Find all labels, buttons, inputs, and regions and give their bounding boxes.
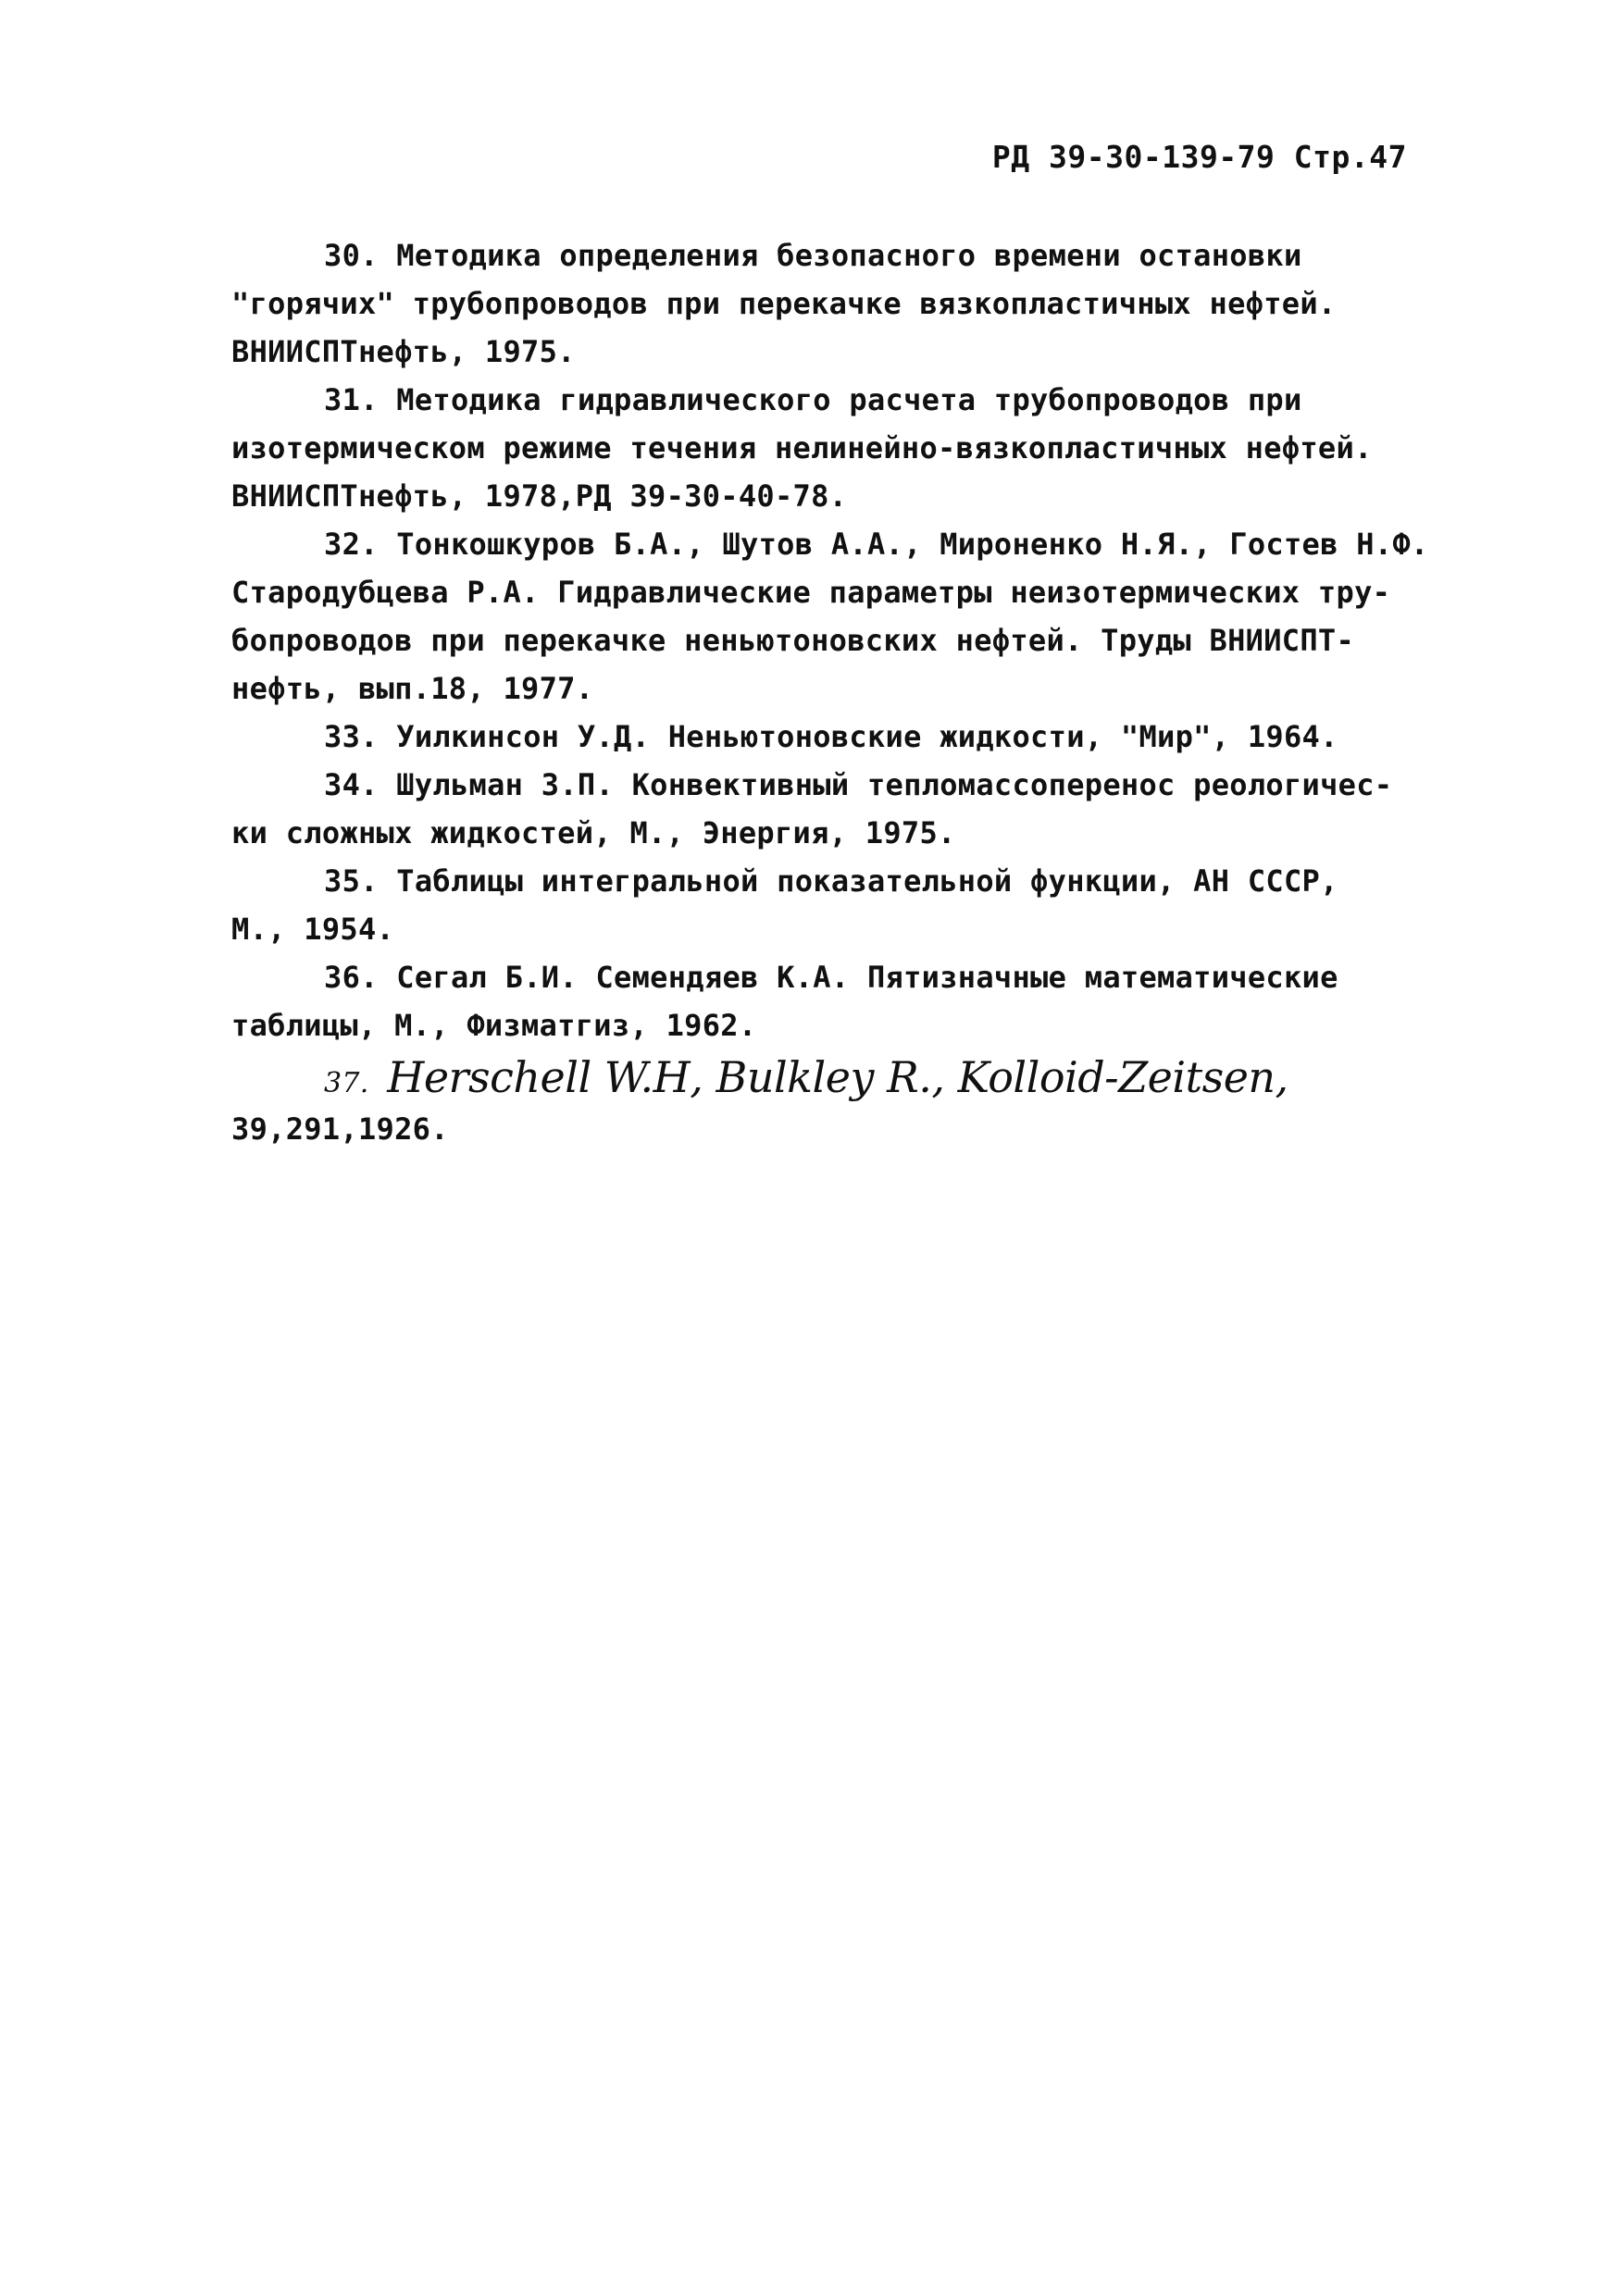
- reference-line: М., 1954.: [231, 912, 395, 947]
- page-header: РД 39-30-139-79 Стр.47: [991, 139, 1407, 175]
- reference-item-32: [231, 520, 1453, 713]
- reference-line: ВНИИСПТнефть, 1975.: [231, 334, 576, 369]
- reference-item-31: [231, 376, 1453, 520]
- reference-line: 34. Шульман З.П. Конвективный тепломассоперенос реологичес-: [324, 767, 1393, 802]
- reference-line: 32. Тонкошкуров Б.А., Шутов А.А., Мироненко Н.Я., Гостев Н.Ф.: [324, 527, 1429, 562]
- reference-item-37: [231, 1049, 1453, 1153]
- reference-line: 30. Методика определения безопасного времени остановки: [324, 238, 1302, 273]
- reference-line: 31. Методика гидравлического расчета трубопроводов при: [324, 382, 1302, 417]
- reference-list: [231, 231, 1453, 1153]
- handwritten-text: Herschell W.H, Bulkley R., Kolloid-Zeitsen,: [387, 1052, 1288, 1102]
- reference-line: 35. Таблицы интегральной показательной функции, АН СССР,: [324, 863, 1338, 899]
- reference-item-36: [231, 953, 1453, 1049]
- reference-line: 36. Сегал Б.И. Семендяев К.А. Пятизначные математические: [324, 960, 1338, 995]
- reference-item-33: [231, 713, 1453, 761]
- reference-line: таблицы, М., Физматгиз, 1962.: [231, 1008, 757, 1043]
- reference-line: Стародубцева Р.А. Гидравлические параметры неизотермических тру-: [231, 575, 1391, 610]
- reference-line: ВНИИСПТнефть, 1978,РД 39-30-40-78.: [231, 478, 848, 514]
- handwritten-number: 37.: [324, 1067, 369, 1099]
- reference-item-35: [231, 857, 1453, 953]
- handwritten-reference-line: [231, 1049, 1453, 1105]
- reference-line: 33. Уилкинсон У.Д. Неньютоновские жидкости, "Мир", 1964.: [324, 719, 1338, 754]
- reference-line: нефть, вып.18, 1977.: [231, 671, 594, 706]
- reference-line: 39,291,1926.: [231, 1111, 449, 1147]
- reference-line: бопроводов при перекачке неньютоновских нефтей. Труды ВНИИСПТ-: [231, 623, 1355, 658]
- reference-line: ки сложных жидкостей, М., Энергия, 1975.: [231, 815, 956, 850]
- reference-line: "горячих" трубопроводов при перекачке вязкопластичных нефтей.: [231, 286, 1337, 321]
- reference-item-34: [231, 761, 1453, 857]
- reference-line: изотермическом режиме течения нелинейно-вязкопластичных нефтей.: [231, 430, 1373, 465]
- reference-item-30: [231, 231, 1453, 376]
